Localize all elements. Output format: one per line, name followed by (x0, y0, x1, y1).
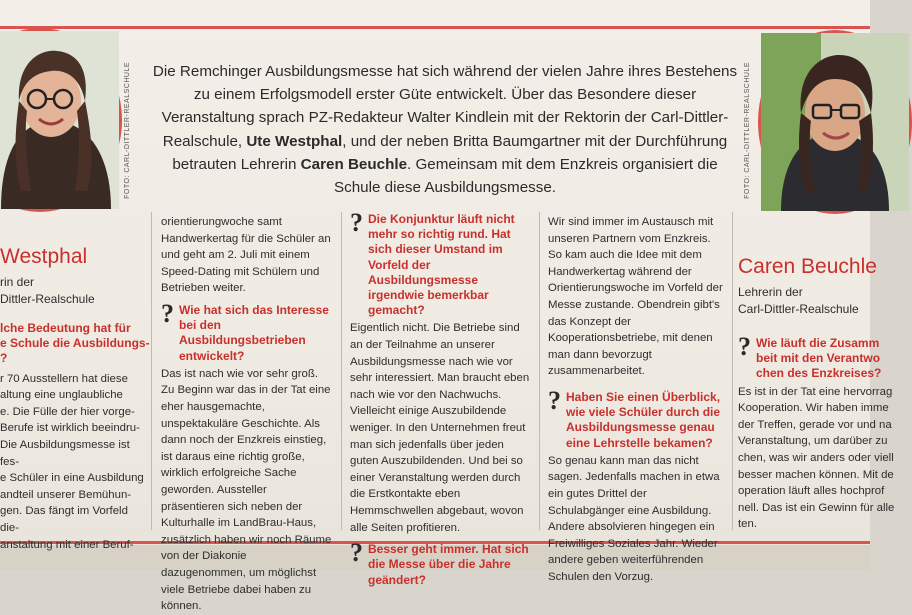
question-col3-1-text: Die Konjunktur läuft nicht mehr so richtig rund. Hat sich dieser Umstand im Vorfeld der Ausbildungsmesse irgendwie bemerkbar gemacht? (368, 212, 515, 318)
question-col4-text: Haben Sie einen Überblick, wie viele Schüler durch die Ausbildungsmesse genau eine Lehrstelle bekamen? (566, 389, 721, 450)
intro-text-1: Die Remchinger Ausbildungsmesse hat sich während der vielen Jahre ihres Bestehens zu einem Erfolgsmodell erster Güte entwickelt. Über das Besondere dieser Veranstaltung sprach PZ-Redakteur Walter Kindlein mit der Rektorin der Carl-Dittler-Realschule, (152, 63, 738, 150)
answer-col1 (0, 371, 150, 554)
answer-col3: Eigentlich nicht. Die Betriebe sind an der Teilnahme an unserer Ausbildungsmesse nach wie vor sehr interessiert. Man braucht eben nach wie vor den Nachwuchs. Vielleicht einige Auszubildende weniger. In den Unternehmen freut man sich jedenfalls über jeden guten Auszubildenden. Und bei so einer Veranstaltung werden durch die Erstkontakte eben Hemmschwellen abgebaut, wovon alle Seiten profitieren. (350, 322, 530, 534)
question-mark-icon: ? (350, 208, 363, 237)
answer-line: Es ist in der Tat eine hervorrag (738, 385, 893, 398)
column-divider (539, 212, 540, 530)
photo-credit-left: FOTO: CARL-DITTLER-REALSCHULE (124, 62, 131, 199)
column-5 (738, 254, 895, 533)
portrait-ute-westphal (0, 28, 122, 212)
photo-credit-right: FOTO: CARL-DITTLER-REALSCHULE (744, 62, 751, 199)
person-role-left-1: rin der (0, 275, 35, 289)
portrait-photo-left (0, 31, 119, 209)
question-mark-icon: ? (161, 298, 174, 328)
question-col1-line: lche Bedeutung hat für (0, 321, 131, 335)
answer-line: e. Die Fülle der hier vorge- (0, 405, 135, 418)
column-divider (732, 212, 733, 530)
answer-line: nell. Das ist ein Gewinn für alle (738, 501, 895, 514)
answer-line: besser machen können. Mit de (738, 468, 894, 481)
question-col1-line: ? (0, 351, 8, 366)
column-2 (161, 214, 333, 615)
answer-line: Kooperation. Wir haben imme (738, 402, 889, 415)
answer-col5 (738, 384, 895, 533)
answer-line: e Schüler in eine Ausbildung (0, 472, 144, 485)
person-role-right-1: Lehrerin der (738, 285, 803, 299)
intro-text-3: . Gemeinsam mit dem Enzkreis organisiert die Schule diese Ausbildungsmesse. (333, 155, 718, 197)
answer-line: Veranstaltung, um darüber zu (738, 435, 888, 448)
question-col1-line: e Schule die Ausbildungs- (0, 336, 150, 351)
question-col5 (738, 332, 882, 382)
intro-name-westphal: Ute Westphal (246, 132, 343, 150)
answer-line: Die Ausbildungsmesse ist fes- (0, 438, 130, 468)
question-col2-text: Wie hat sich das Interesse bei den Ausbildungsbetrieben entwickelt? (179, 302, 329, 363)
question-col2 (161, 298, 333, 364)
column-4-text-1: Wir sind immer im Austausch mit unseren Partnern vom Enzkreis. So kam auch die Idee mit dem Handwerkertag während der Orientierungswoche im Vorfeld der Messe zustande. Obendrein gibt's das Konzept der Kooperationsbetriebe, mit denen man dann bevorzugt zusammenarbeitet. (548, 216, 723, 378)
answer-line: altung eine unglaubliche (0, 389, 123, 402)
column-2-text-1: orientierungwoche samt Handwerkertag für die Schüler an und geht am 2. Juli mit einem Speed-Dating mit Schülern und Betrieben weiter. (161, 216, 331, 295)
person-name-right: Caren Beuchle (738, 255, 877, 278)
portrait-caren-beuchle (758, 30, 912, 214)
question-col1 (0, 321, 150, 367)
question-mark-icon: ? (350, 538, 363, 568)
column-divider (151, 212, 152, 530)
question-col3-2-text: Besser geht immer. Hat sich die Messe über die Jahre geändert? (368, 542, 529, 587)
column-4 (548, 214, 726, 586)
question-col5-line: Wie läuft die Zusamm (756, 336, 880, 350)
answer-col4: So genau kann man das nicht sagen. Jedenfalls machen in etwa ein gutes Drittel der Schulabgänger eine Ausbildung. Andere absolvieren hingegen ein Freiwilliges Soziales Jahr. Wieder andere geben weiterführenden Schulen den Vorzug. (548, 454, 720, 583)
question-col3-2 (350, 538, 532, 588)
question-col5-text (756, 336, 881, 382)
answer-line: Berufe ist wirklich beeindru- (0, 422, 140, 435)
answer-line: andteil unserer Bemühun- (0, 488, 132, 501)
top-red-rule (0, 26, 870, 29)
answer-line: operation läuft alles hochprof (738, 485, 885, 498)
question-col5-line: chen des Enzkreises? (756, 366, 882, 381)
column-1 (0, 244, 150, 553)
answer-line: r 70 Ausstellern hat diese (0, 372, 128, 385)
question-mark-icon: ? (738, 332, 751, 361)
answer-col2: Das ist nach wie vor sehr groß. Zu Beginn war das in der Tat eine eher hausgemachte, unspektakuläre Geschichte. Als dann noch der Enzkreis einstieg, ist daraus eine richtig große, wirklich erfolgreiche Sache geworden. Aussteller präsentieren sich neben der Kulturhalle im LandBrau-Haus, zusätzlich haben wir noch Räume von der Diakonie dazugenommen, um möglichst viele Betriebe dabei haben zu können. (161, 367, 332, 613)
person-role-right-2: Carl-Dittler-Realschule (738, 302, 859, 316)
answer-line: chen, was wir anders oder viell (738, 451, 894, 464)
intro-name-beuchle: Caren Beuchle (300, 155, 408, 173)
portrait-photo-right (761, 33, 909, 211)
column-divider (341, 212, 342, 530)
question-mark-icon: ? (548, 385, 561, 415)
answer-line: gen. Das fängt im Vorfeld die- (0, 505, 128, 534)
answer-line: ten. (738, 518, 757, 531)
question-col4 (548, 385, 726, 451)
answer-line: der Treffen, gerade vor und na (738, 418, 892, 431)
question-col3-1 (350, 208, 532, 318)
intro-paragraph (150, 60, 740, 199)
intro-text-2: , und der neben Britta Baumgartner mit der Durchführung betrauten Lehrerin (172, 132, 728, 173)
person-name-left: Westphal (0, 245, 88, 268)
answer-line: anstaltung mit einer Beruf- (0, 538, 134, 551)
person-role-left-2: Dittler-Realschule (0, 292, 95, 306)
column-3 (350, 208, 532, 590)
question-col5-line: beit mit den Verantwo (756, 351, 881, 366)
